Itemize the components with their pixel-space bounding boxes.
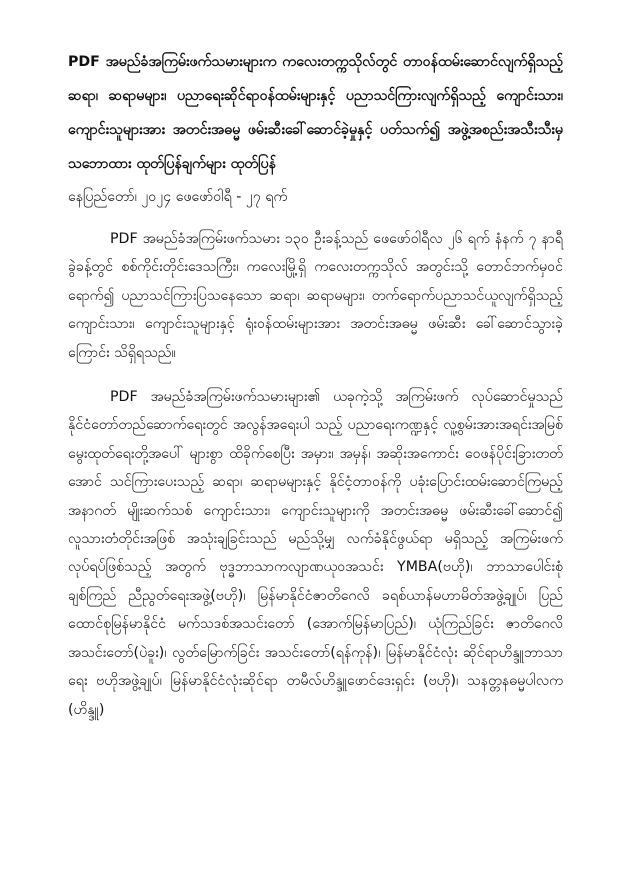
- body-paragraph-2: PDF အမည်ခံအကြမ်းဖက်သမားများ၏ ယခုကဲ့သို့ အကြမ်းဖက် လုပ်ဆောင်မှုသည် နိုင်ငံတော်တည်ဆောက်ရေးတွင် အလွန်အရေးပါ သည့် ပညာရေးကဏ္ဍနှင့် လူ့စွမ်းအားအရင်းအမြစ် မွေးထုတ်ရေးတို့အပေါ် များစွာ ထိခိုက်စေပြီး အမှား၊ အမှန်၊ အဆိုးအကောင်း ဝေဖန်ပိုင်းခြားတတ်အောင် သင်ကြားပေးသည့် ဆရာ၊ ဆရာမများနှင့် နိုင်ငံ့တာဝန်ကို ပခုံးပြောင်းထမ်းဆောင်ကြမည့် အနာဂတ် မျိုးဆက်သစ် ကျောင်းသား၊ ကျောင်းသူများကို အတင်းအဓမ္မ ဖမ်းဆီးခေါ်ဆောင်၍ လူသားတံတိုင်းအဖြစ် အသုံးချခြင်းသည် မည်သို့မျှ လက်ခံနိုင်ဖွယ်ရာ မရှိသည့် အကြမ်းဖက်လုပ်ရပ်ဖြစ်သည့် အတွက် ဗုဒ္ဓဘာသာကလျာဏယုဝအသင်း YMBA(ဗဟို)၊ ဘာသာပေါင်းစုံ ချစ်ကြည် ညီညွတ်ရေးအဖွဲ့(ဗဟို)၊ မြန်မာနိုင်ငံဇာတိဂေလိ ခရစ်ယာန်မဟာမိတ်အဖွဲ့ချုပ်၊ ပြည် ထောင်စုမြန်မာနိုင်ငံ မက်သဒစ်အသင်းတော် (အောက်မြန်မာပြည်)၊ ယုံကြည်ခြင်း ဇာတိဂေလိအသင်းတော်(ပဲခူး)၊ လွတ်မြောက်ခြင်း အသင်းတော်(ရန်ကုန်)၊ မြန်မာနိုင်ငံလုံး ဆိုင်ရာဟိန္ဒူဘာသာရေး ဗဟိုအဖွဲ့ချုပ်၊ မြန်မာနိုင်ငံလုံးဆိုင်ရာ တမီလ်ဟိန္ဒူဖောင်ဒေးရှင်း (ဗဟို)၊ သနတ္တနဓမ္မပါလက (ဟိန္ဒူ): [68, 389, 563, 718]
- news-headline: PDF အမည်ခံအကြမ်းဖက်သမားများက ကလေးတက္ကသိုလ်တွင် တာဝန်ထမ်းဆောင်လျက်ရှိသည့် ဆရာ၊ ဆရာမများ၊ ပညာရေးဆိုင်ရာဝန်ထမ်းများနှင့် ပညာသင်ကြားလျက်ရှိသည့် ကျောင်းသား၊ ကျောင်းသူများအား အတင်းအဓမ္မ ဖမ်းဆီးခေါ်ဆောင်ခဲ့မှုနှင့် ပတ်သက်၍ အဖွဲ့အစည်းအသီးသီးမှ သဘောထား ထုတ်ပြန်ချက်များ ထုတ်ပြန်: [68, 54, 563, 172]
- body-paragraph-1: PDF အမည်ခံအကြမ်းဖက်သမား ၁၃၀ ဦးခန့်သည် ဖေဖော်ဝါရီလ ၂၆ ရက် နံနက် ၇ နာရီခွဲခန့်တွင် စစ်ကိုင်းတိုင်းဒေသကြီး၊ ကလေးမြို့ရှိ ကလေးတက္ကသိုလ် အတွင်းသို့ တောင်ဘက်မှဝင်ရောက်၍ ပညာသင်ကြားပြသနေသော ဆရာ၊ ဆရာမများ၊ တက်ရောက်ပညာသင်ယူလျက်ရှိသည့် ကျောင်းသား၊ ကျောင်းသူများနှင့် ရုံးဝန်ထမ်းများအား အတင်းအဓမ္မ ဖမ်းဆီး ခေါ်ဆောင်သွားခဲ့ကြောင်း သိရှိရသည်။: [68, 231, 563, 361]
- dateline: နေပြည်တော်၊ ၂၀၂၄ ဖေဖော်ဝါရီ - ၂၇ ရက်: [68, 189, 288, 205]
